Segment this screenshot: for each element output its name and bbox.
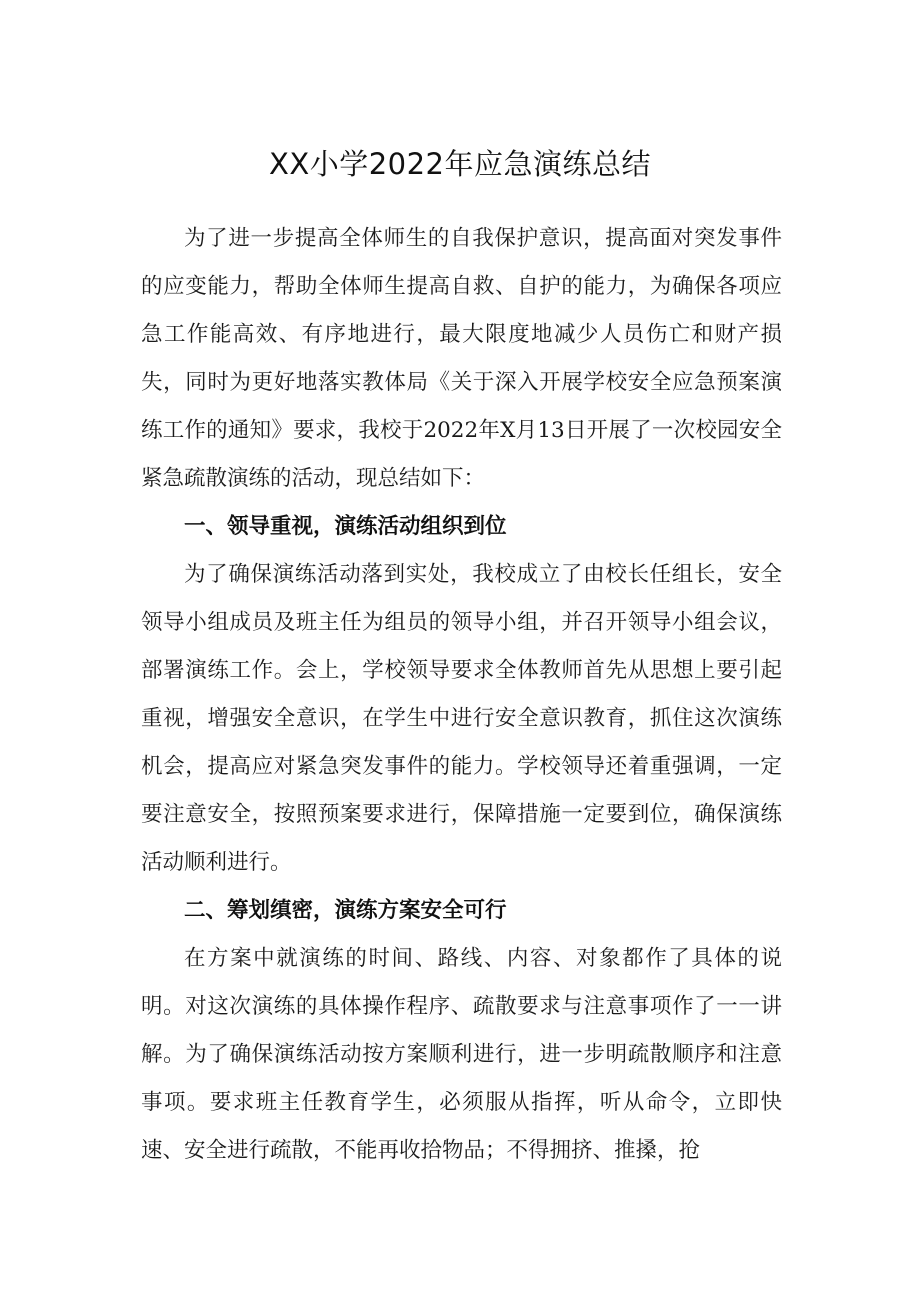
document-body	[141, 215, 782, 1175]
intro-paragraph: 为了进一步提高全体师生的自我保护意识，提高面对突发事件的应变能力，帮助全体师生提高自救、自护的能力，为确保各项应急工作能高效、有序地进行，最大限度地减少人员伤亡和财产损失，同时为更好地落实教体局《关于深入开展学校安全应急预案演练工作的通知》要求，我校于2022年X月13日开展了一次校园安全紧急疏散演练的活动，现总结如下：	[141, 226, 782, 491]
document-title: XX小学2022年应急演练总结	[268, 147, 652, 181]
section-paragraph-2: 在方案中就演练的时间、路线、内容、对象都作了具体的说明。对这次演练的具体操作程序、疏散要求与注意事项作了一一讲解。为了确保演练活动按方案顺利进行，进一步明疏散顺序和注意事项。要求班主任教育学生，必须服从指挥，听从命令，立即快速、安全进行疏散，不能再收拾物品；不得拥挤、推搡，抢	[141, 946, 782, 1163]
section-heading-2: 二、筹划缜密，演练方案安全可行	[184, 898, 507, 923]
section-heading-1: 一、领导重视，演练活动组织到位	[184, 514, 507, 539]
section-paragraph-1: 为了确保演练活动落到实处，我校成立了由校长任组长，安全领导小组成员及班主任为组员的领导小组，并召开领导小组会议，部署演练工作。会上，学校领导要求全体教师首先从思想上要引起重视，增强安全意识，在学生中进行安全意识教育，抓住这次演练机会，提高应对紧急突发事件的能力。学校领导还着重强调，一定要注意安全，按照预案要求进行，保障措施一定要到位，确保演练活动顺利进行。	[141, 562, 782, 875]
